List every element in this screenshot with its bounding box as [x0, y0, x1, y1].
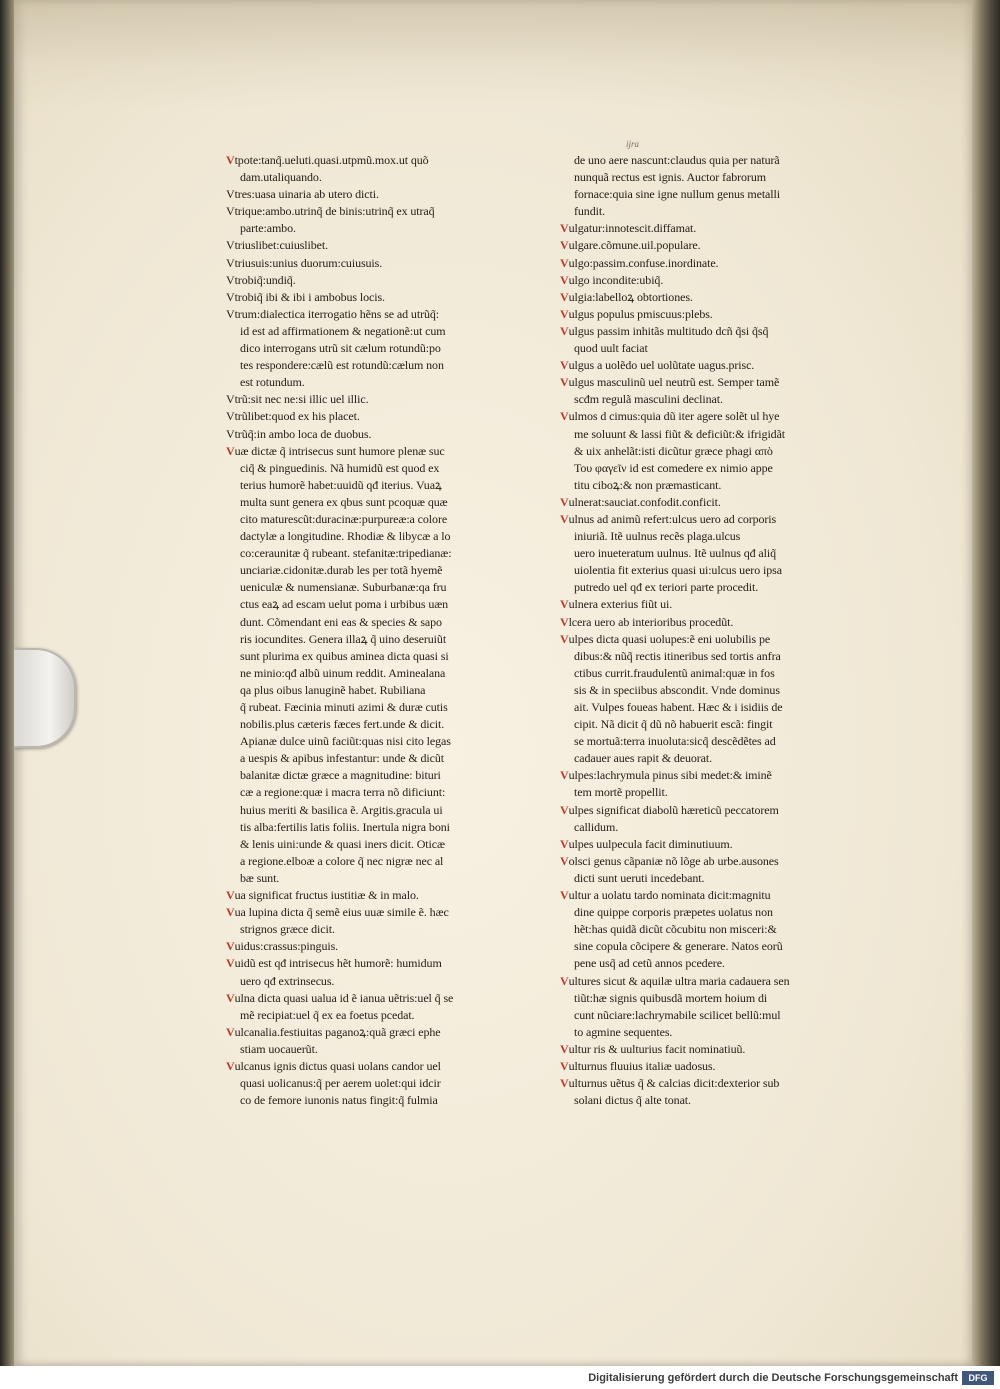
text-line: ne minio:qđ albũ uinum reddit. Aminealana	[240, 665, 446, 680]
text-line: fundit.	[574, 204, 605, 219]
text-line: Vtrũq̃:in ambo loca de duobus.	[226, 426, 372, 441]
line-text: ulnera exterius fiũt ui.	[568, 597, 673, 612]
text-line: cunt nũciare:lachrymabile scilicet bellũ:mul	[574, 1007, 781, 1022]
rubric-initial: V	[560, 272, 569, 287]
text-column-left	[226, 152, 526, 1109]
text-line: nunquã rectus est ignis. Auctor fabrorum	[574, 170, 766, 185]
text-line	[560, 853, 866, 870]
text-line: hẽt:has quidã dicũt cõcubitu non misceri:&	[574, 922, 777, 937]
text-line: strignos græce dicit.	[240, 922, 335, 937]
text-line: est rotundum.	[240, 375, 305, 390]
text-line: Apianæ dulce uinũ faciũt:quas nisi cito legas	[240, 734, 451, 749]
rubric-initial: V	[560, 973, 569, 988]
line-text: ulgatur:innotescit.diffamat.	[568, 221, 697, 236]
rubric-initial: V	[226, 1024, 235, 1039]
rubric-initial: V	[560, 631, 569, 646]
text-line: ris iocundites. Genera illaꝝ q̃ uino deseruiũt	[240, 631, 447, 646]
line-text: ulpes uulpecula facit diminutiuum.	[568, 836, 733, 851]
text-line: Vtrobiq̃:undiq̃.	[226, 272, 296, 287]
text-line: callidum.	[574, 819, 619, 834]
text-line: Vtrũ:sit nec ne:si illic uel illic.	[226, 392, 369, 407]
text-line: se mortuã:terra inuoluta:sicq̃ descẽdẽtes ad	[574, 734, 776, 749]
text-line: putredo uel qđ ex teriori parte procedit.	[574, 580, 759, 595]
text-line: to agmine sequentes.	[574, 1024, 673, 1039]
text-line	[560, 631, 866, 648]
text-line: bæ sunt.	[240, 870, 280, 885]
rubric-initial: V	[560, 1058, 569, 1073]
rubric-initial: V	[560, 375, 569, 390]
text-line	[560, 237, 866, 254]
text-line: & lenis uini:unde & quasi iners dicit. Oticæ	[240, 836, 445, 851]
page-edges-right	[972, 0, 1000, 1366]
rubric-initial: V	[560, 888, 569, 903]
text-line: Vtrũlibet:quod ex his placet.	[226, 409, 360, 424]
line-text: ulcanalia.festiuitas paganoꝝ:quã græci ephe	[234, 1024, 441, 1039]
text-line: tem mortẽ propellit.	[574, 785, 668, 800]
text-line: dam.utaliquando.	[240, 170, 322, 185]
text-line	[226, 887, 526, 904]
text-line: co de femore iunonis natus fingit:q̃ fulmia	[240, 1093, 438, 1108]
rubric-initial: V	[560, 768, 569, 783]
page-clip	[14, 648, 76, 748]
line-text: ulnus ad animũ refert:ulcus uero ad corporis	[568, 511, 777, 526]
line-text: ua lupina dicta q̃ semẽ eius uuæ simile ẽ. hæc	[234, 905, 449, 920]
text-line: quasi uolicanus:q̃ per aerem uolet:qui idcir	[240, 1076, 441, 1091]
text-line	[560, 272, 866, 289]
line-text: ulmos d cimus:quia dũ iter agere solẽt ul hye	[568, 409, 780, 424]
line-text: uidũ est qđ intrisecus hẽt humorẽ: humidum	[234, 956, 442, 971]
text-line: uero qđ extrinsecus.	[240, 973, 335, 988]
rubric-initial: V	[560, 853, 569, 868]
line-text: ulturnus fluuius italiæ uadosus.	[568, 1058, 716, 1073]
text-line	[560, 255, 866, 272]
line-text: ulturnus uẽtus q̃ & calcias dicit:dexterior sub	[568, 1076, 780, 1091]
text-line: multa sunt genera ex qbus sunt pcoquæ quæ	[240, 494, 448, 509]
text-line: dico interrogans utrũ sit cælum rotundũ:po	[240, 341, 441, 356]
text-line: ctibus currit.fraudulentũ animal:quæ in fos	[574, 665, 775, 680]
line-text: tpote:tanq̃.ueluti.quasi.utpmũ.mox.ut quõ	[234, 153, 429, 167]
text-line	[226, 938, 526, 955]
text-line: de uno aere nascunt:claudus quia per naturã	[574, 153, 780, 167]
text-line	[560, 289, 866, 306]
rubric-initial: V	[226, 888, 235, 903]
line-text: lcera uero ab interioribus procedũt.	[568, 614, 734, 629]
rubric-initial: V	[226, 956, 235, 971]
line-text: ulpes significat diabolũ hæreticũ peccatorem	[568, 802, 779, 817]
water-stain	[14, 0, 972, 110]
text-line	[560, 973, 866, 990]
text-line	[560, 1075, 866, 1092]
text-line	[560, 1041, 866, 1058]
text-line	[560, 767, 866, 784]
text-line: tis alba:fertilis latis foliis. Inertula nigra boni	[240, 819, 450, 834]
text-line: mẽ recipiat:uel q̃ ex ea foetus pcedat.	[240, 1007, 415, 1022]
text-line: cæ a regione:quæ i macra terra nõ dificiunt:	[240, 785, 446, 800]
text-line	[560, 323, 866, 340]
text-line: Vtres:uasa uinaria ab utero dicti.	[226, 187, 379, 202]
text-line: cito maturescũt:duracinæ:purpureæ:a colore	[240, 511, 448, 526]
text-line: tes respondere:cælũ est rotundũ:cælum non	[240, 358, 444, 373]
rubric-initial: V	[226, 990, 235, 1005]
text-line: ciq̃ & pinguedinis. Nã humidũ est quod ex	[240, 460, 440, 475]
line-text: ulpes:lachrymula pinus sibi medet:& iminẽ	[568, 768, 772, 783]
dfg-logo-icon: DFG	[962, 1371, 994, 1385]
text-line	[226, 1058, 526, 1075]
rubric-initial: V	[560, 409, 569, 424]
text-line: scđm regulã masculini declinat.	[574, 392, 723, 407]
rubric-initial: V	[560, 802, 569, 817]
rubric-initial: V	[560, 221, 569, 236]
text-line: Vtriusuis:unius duorum:cuiusuis.	[226, 255, 383, 270]
rubric-initial: V	[560, 358, 569, 373]
text-line	[560, 887, 866, 904]
text-line: quod uult faciat	[574, 341, 648, 356]
rubric-initial: V	[560, 255, 569, 270]
line-text: ultur ris & uulturius facit nominatiuũ.	[568, 1041, 746, 1056]
line-text: ulgus populus pmiscuus:plebs.	[568, 306, 713, 321]
text-line: pene usq̃ ad cetũ annos pcedere.	[574, 956, 725, 971]
line-text: ua significat fructus iustitiæ & in malo.	[234, 888, 419, 903]
folio-annotation: ijra	[626, 139, 640, 149]
line-text: ultures sicut & aquilæ ultra maria cadauera sen	[568, 973, 790, 988]
text-line: co:ceraunitæ q̃ rubeant. stefanitæ:tripedianæ:	[240, 546, 452, 561]
line-text: ultur a uolatu tardo nominata dicit:magnitu	[568, 888, 771, 903]
rubric-initial: V	[560, 511, 569, 526]
book-gutter-left	[0, 0, 14, 1366]
text-line: dine quippe corporis præpetes uolatus non	[574, 905, 773, 920]
text-line: qa plus oibus lanuginẽ habet. Rubiliana	[240, 682, 426, 697]
text-line: dicti sunt ueruti incedebant.	[574, 870, 705, 885]
line-text: ulnerat:sauciat.confodit.conficit.	[568, 494, 721, 509]
text-line: sis & in speciibus abscondit. Vnde dominus	[574, 682, 780, 697]
line-text: olsci genus cãpaniæ nõ lõge ab urbe.ausones	[568, 853, 779, 868]
funding-credit: Digitalisierung gefördert durch die Deutsche Forschungsgemeinschaft	[588, 1371, 958, 1384]
text-line	[226, 990, 526, 1007]
text-line	[560, 836, 866, 853]
rubric-initial: V	[226, 905, 235, 920]
text-line	[226, 955, 526, 972]
text-line: nobilis.plus cæteris fæces fert.unde & dicit.	[240, 717, 445, 732]
rubric-initial: V	[226, 443, 235, 458]
rubric-initial: V	[560, 836, 569, 851]
text-line	[560, 306, 866, 323]
text-line	[560, 596, 866, 613]
text-line: sine copula cõcipere & generare. Natos eorũ	[574, 939, 783, 954]
text-line	[560, 1058, 866, 1075]
text-line: tiũt:hæ signis quibusdã mortem hoium di	[574, 990, 768, 1005]
line-text: ulgus a uolẽdo uel uolũtate uagus.prisc.	[568, 358, 755, 373]
text-line: dactylæ a longitudine. Rhodiæ & libycæ a lo	[240, 529, 451, 544]
line-text: ulgo:passim.confuse.inordinate.	[568, 255, 719, 270]
line-text: ulna dicta quasi ualua id ẽ ianua uẽtris:uel q̃ se	[234, 990, 454, 1005]
text-line: a regione.elboæ a colore q̃ nec nigræ nec al	[240, 853, 444, 868]
text-line: dunt. Cõmendant eni eas & species & sapo	[240, 614, 442, 629]
text-line: a uespis & apibus infestantur: unde & dicũt	[240, 751, 444, 766]
text-line	[560, 220, 866, 237]
text-line: titu ciboꝝ:& non præmasticant.	[574, 477, 722, 492]
text-line: Vtriuslibet:cuiuslibet.	[226, 238, 329, 253]
rubric-initial: V	[560, 306, 569, 321]
text-line	[560, 374, 866, 391]
text-line: balanitæ dictæ græce a magnitudine: bituri	[240, 768, 441, 783]
line-text: ulcanus ignis dictus quasi uolans candor uel	[234, 1058, 441, 1073]
text-line: solani dictus q̃ alte tonat.	[574, 1093, 691, 1108]
text-line	[560, 357, 866, 374]
text-line	[560, 511, 866, 528]
text-line: uero inueteratum uulnus. Itẽ uulnus qđ aliq̃	[574, 546, 776, 561]
text-line: Vtrobiq̃ ibi & ibi i ambobus locis.	[226, 289, 385, 304]
rubric-initial: V	[560, 238, 569, 253]
text-line: Του φαγεῖν id est comedere ex nimio appe	[574, 460, 773, 475]
rubric-initial: V	[560, 323, 569, 338]
text-line: parte:ambo.	[240, 221, 296, 236]
line-text: ulgo incondite:ubiq̃.	[568, 272, 664, 287]
text-line: & uix anhelãt:isti dicũtur græce phagi απὸ	[574, 443, 773, 458]
rubric-initial: V	[226, 1058, 235, 1073]
rubric-initial: V	[560, 494, 569, 509]
rubric-initial: V	[226, 939, 235, 954]
manuscript-page	[14, 0, 972, 1366]
text-line: ueniculæ & numensianæ. Suburbanæ:qa fru	[240, 580, 447, 595]
line-text: ulgus masculinũ uel neutrũ est. Semper tamẽ	[568, 375, 780, 390]
text-line: id est ad affirmationem & negationẽ:ut cum	[240, 323, 446, 338]
text-line: cadauer aues rapit & deuorat.	[574, 751, 713, 766]
rubric-initial: V	[560, 289, 569, 304]
text-line: ctus eaꝝ ad escam uelut poma i urbibus uæn	[240, 597, 449, 612]
rubric-initial: V	[560, 1076, 569, 1091]
text-line: iniuriã. Itẽ uulnus recẽs plaga.ulcus	[574, 529, 741, 544]
text-line: huius meriti & basilica ẽ. Argitis.gracula ui	[240, 802, 443, 817]
footer-bar	[0, 1366, 1000, 1389]
text-line: fornace:quia sine igne nullum genus metalli	[574, 187, 780, 202]
text-line: Vtrum:dialectica iterrogatio hẽns se ad utrũq̃:	[226, 306, 439, 321]
line-text: uæ dictæ q̃ intrisecus sunt humore plenæ suc	[234, 443, 445, 458]
text-line: cipit. Nã dicit q̃ dũ nõ habuerit escã: fingit	[574, 717, 773, 732]
rubric-initial: V	[560, 614, 569, 629]
text-line	[560, 802, 866, 819]
line-text: ulgia:labelloꝝ obtortiones.	[568, 289, 693, 304]
line-text: ulpes dicta quasi uolupes:ẽ eni uolubilis pe	[568, 631, 771, 646]
text-line: terius humorẽ habet:uuidũ qđ iterius. Vuaꝝ	[240, 477, 442, 492]
text-line	[560, 614, 866, 631]
text-line	[226, 1024, 526, 1041]
text-line: Vtrique:ambo.utrinq̃ de binis:utrinq̃ ex utraq̃	[226, 204, 435, 219]
text-line: ait. Vulpes foueas habent. Hæc & i isidiis de	[574, 700, 783, 714]
text-line: uiolentia fit exterius quasi ui:ulcus uero ipsa	[574, 563, 782, 578]
text-line	[226, 443, 526, 460]
rubric-initial: V	[560, 597, 569, 612]
text-line: unciariæ.cidonitæ.durab les per totã hyemẽ	[240, 563, 443, 578]
text-line: me soluunt & lassi fiũt & deficiũt:& ifrigidãt	[574, 426, 786, 441]
rubric-initial: V	[560, 1041, 569, 1056]
line-text: uidus:crassus:pinguis.	[234, 939, 339, 954]
text-column-right	[560, 152, 866, 1109]
text-line: dibus:& nũq̃ rectis itineribus sed tortis anfra	[574, 648, 781, 663]
text-line	[226, 904, 526, 921]
text-line: stiam uocauerũt.	[240, 1041, 318, 1056]
text-line: sunt plurima ex quibus aminea dicta quasi si	[240, 648, 449, 663]
text-line	[560, 494, 866, 511]
text-line	[560, 408, 866, 425]
line-text: ulgus passim inhitãs multitudo dcñ q̃si q̃sq̃	[568, 323, 769, 338]
text-line	[226, 152, 526, 169]
text-line: q̃ rubeat. Fæcinia minuti azimi & duræ cutis	[240, 700, 448, 714]
rubric-initial: V	[226, 153, 235, 167]
line-text: ulgare.cõmune.uil.populare.	[568, 238, 701, 253]
